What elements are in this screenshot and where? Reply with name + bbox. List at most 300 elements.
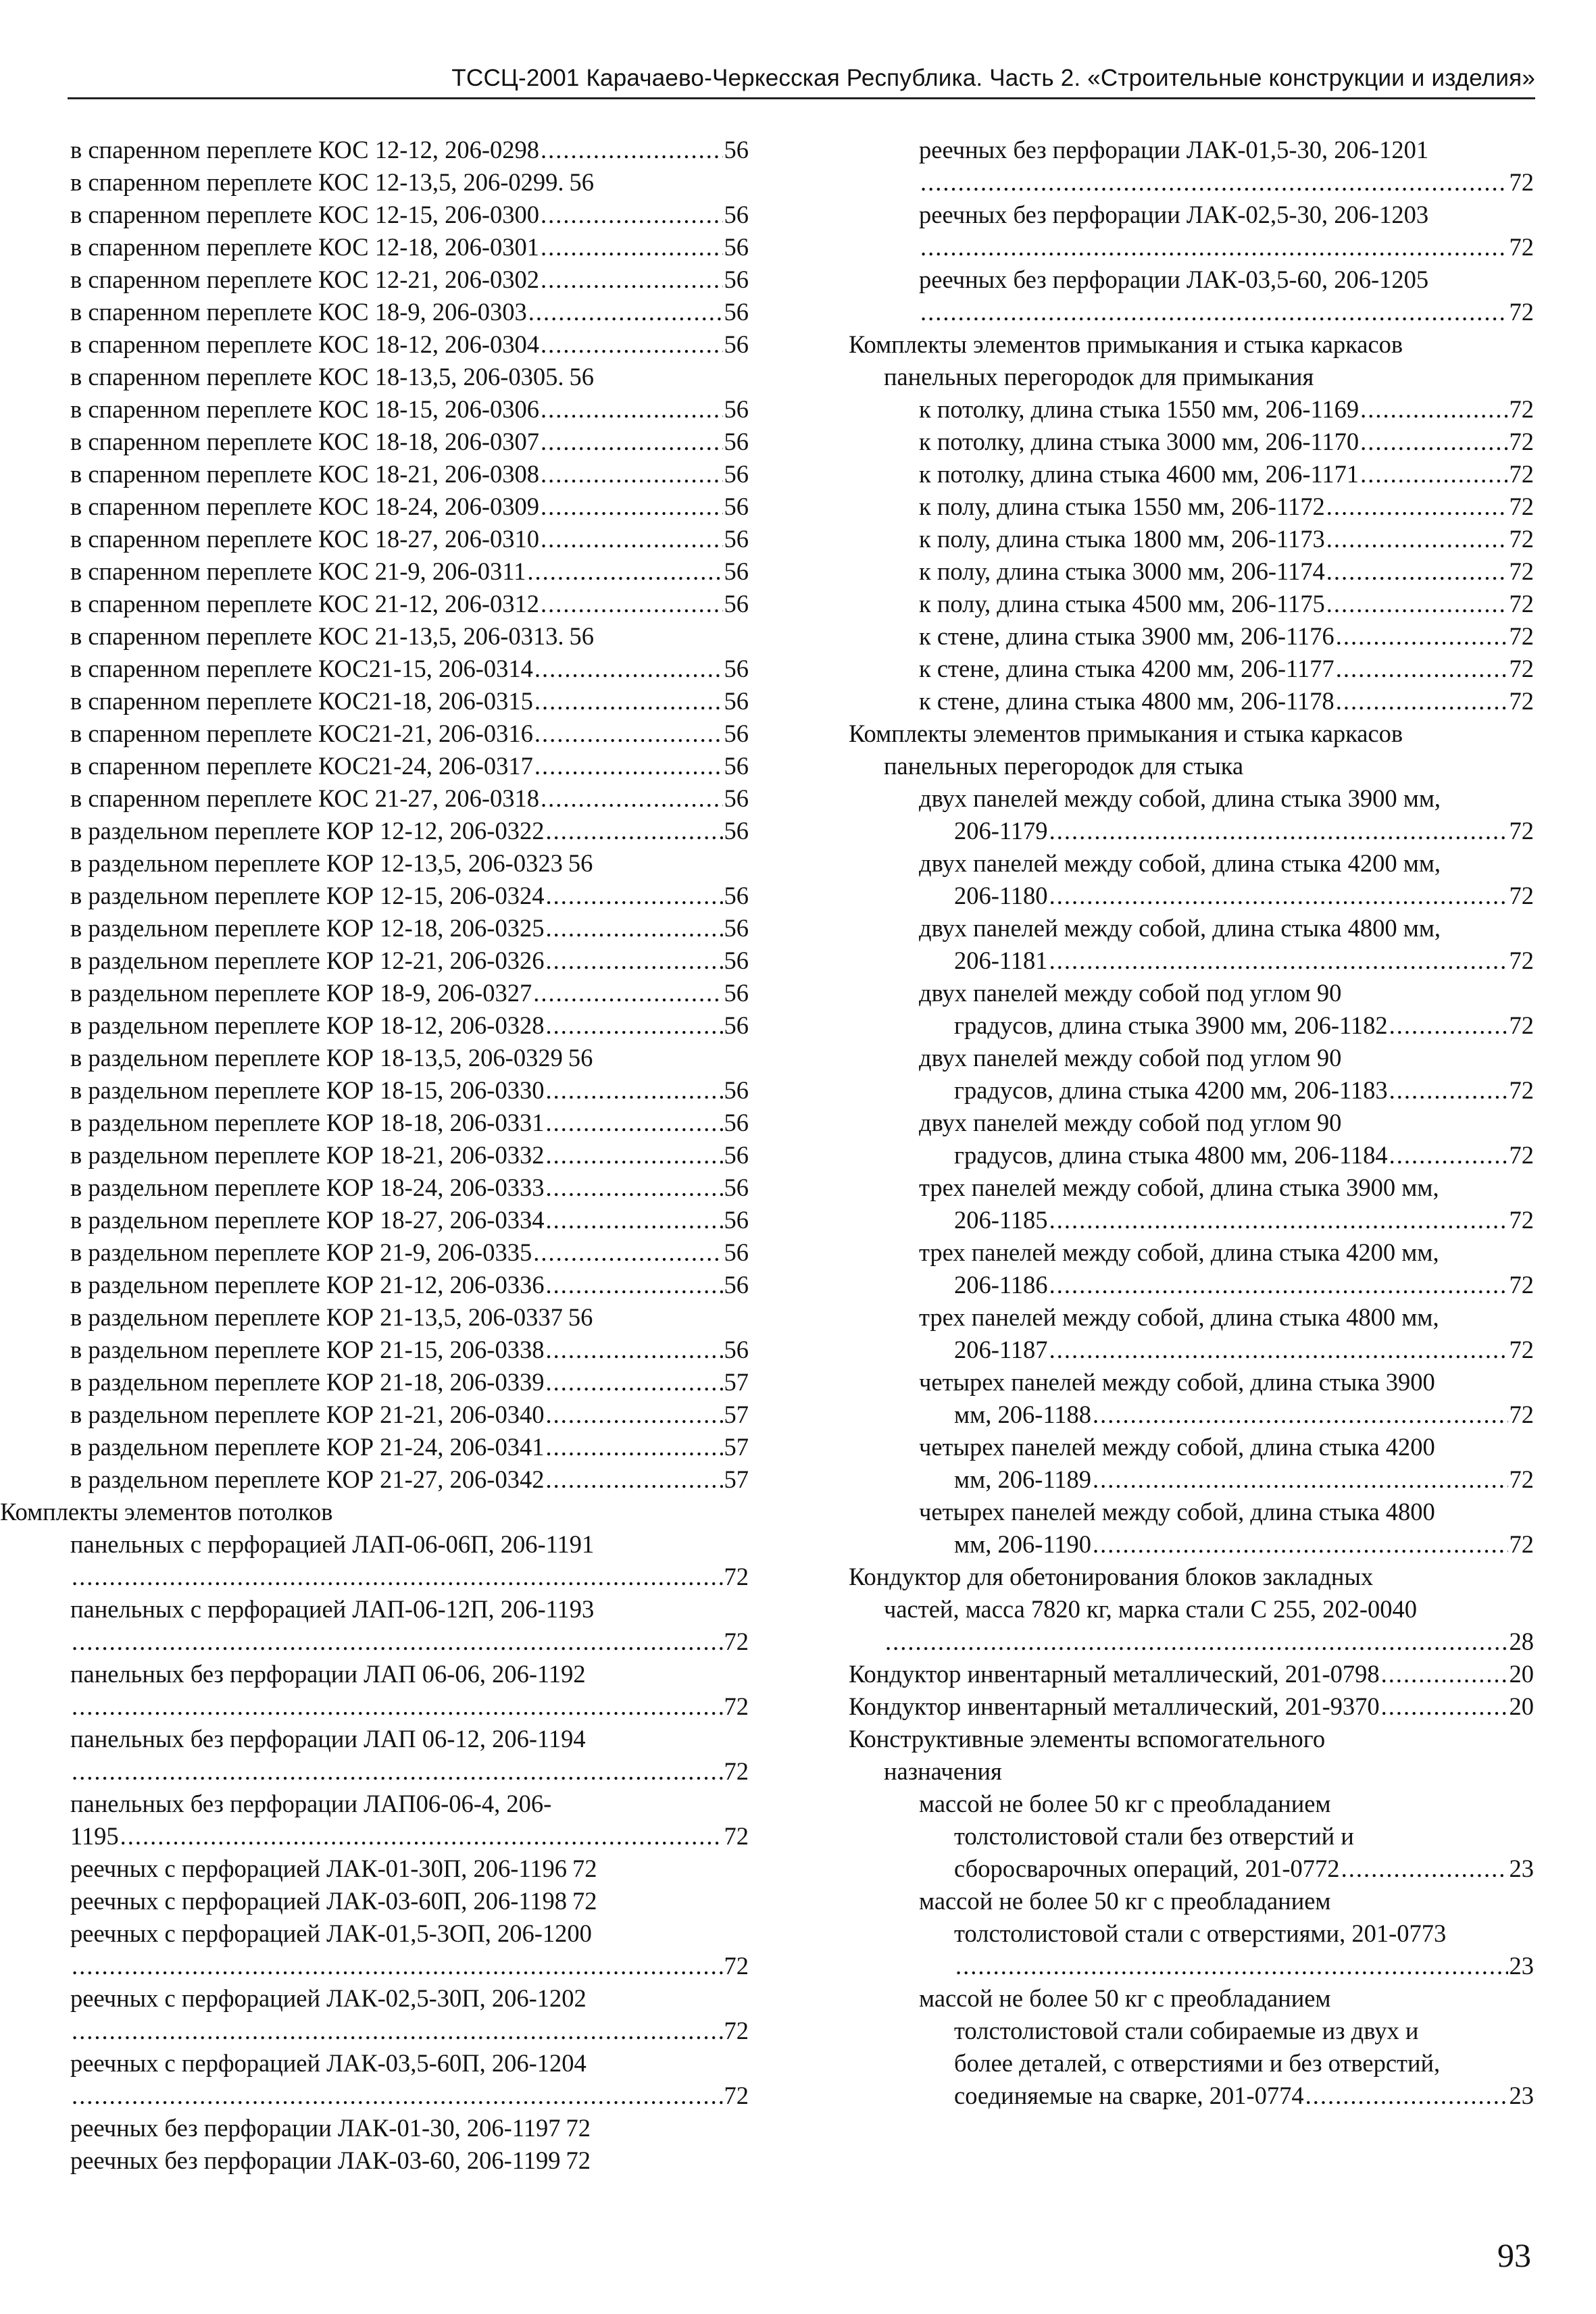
dot-leader xyxy=(1326,523,1508,555)
entry-text: реечных с перфорацией ЛАК-03-60П, 206-1198 xyxy=(70,1887,568,1915)
dot-leader xyxy=(545,945,722,977)
entry-text: градусов, длина стыка 3900 мм, 206-1182 xyxy=(954,1011,1388,1039)
entry-text: Комплекты элементов примыкания и стыка каркасов xyxy=(849,330,1403,358)
entry-page-number: 56 xyxy=(724,428,749,455)
index-entry xyxy=(849,1723,1534,1755)
entry-page-number: 56 xyxy=(724,1206,749,1234)
index-entry xyxy=(0,458,749,491)
entry-text: в раздельном переплете КОР 18-18, 206-0331 xyxy=(70,1109,545,1136)
entry-text: двух панелей между собой, длина стыка 4800 мм, xyxy=(919,914,1441,942)
entry-page-number: 56 xyxy=(724,298,749,326)
entry-text: панельных без перфорации ЛАП 06-12, 206-1194 xyxy=(70,1725,586,1753)
entry-text: в спаренном переплете КОС 18-18, 206-0307 xyxy=(70,428,540,455)
index-entry xyxy=(0,2080,749,2112)
index-entry xyxy=(0,328,749,361)
entry-page-number: 72 xyxy=(724,1822,749,1850)
index-entry xyxy=(849,1172,1534,1204)
index-entry xyxy=(849,134,1534,166)
entry-text: к потолку, длина стыка 1550 мм, 206-1169 xyxy=(919,395,1360,423)
entry-text: в раздельном переплете КОР 21-27, 206-0342 xyxy=(70,1465,545,1493)
entry-text: в спаренном переплете КОС 21-13,5, 206-0313. xyxy=(70,622,564,650)
dot-leader xyxy=(545,1204,722,1236)
index-entry xyxy=(849,685,1534,718)
entry-text: соединяемые на сварке, 201-0774 xyxy=(954,2082,1304,2109)
dot-leader xyxy=(545,1463,722,1496)
dot-leader xyxy=(72,1755,723,1788)
index-entry xyxy=(0,2112,749,2144)
dot-leader xyxy=(545,912,722,945)
entry-text: в раздельном переплете КОР 18-9, 206-0327 xyxy=(70,979,532,1007)
entry-page-number: 56 xyxy=(724,752,749,780)
entry-text: в раздельном переплете КОР 21-15, 206-0338 xyxy=(70,1336,545,1363)
entry-page-number: 72 xyxy=(724,1952,749,1980)
index-entry xyxy=(0,1172,749,1204)
entry-text: толстолистовой стали с отверстиями, 201-0773 xyxy=(954,1919,1447,1947)
entry-page-number: 56 xyxy=(724,136,749,164)
entry-page-number: 56 xyxy=(724,1011,749,1039)
dot-leader xyxy=(533,977,722,1009)
index-entry xyxy=(849,1334,1534,1366)
entry-page-number: 72 xyxy=(1509,882,1534,909)
entry-page-number: 56 xyxy=(724,655,749,682)
entry-text: двух панелей между собой под углом 90 xyxy=(919,1044,1342,1072)
index-entry xyxy=(0,977,749,1009)
index-entry xyxy=(0,1723,749,1755)
entry-text: реечных без перфорации ЛАК-03-60, 206-1199 xyxy=(70,2146,561,2174)
dot-leader xyxy=(1049,1204,1508,1236)
entry-text: в спаренном переплете КОС 12-21, 206-0302 xyxy=(70,266,540,293)
index-entry xyxy=(0,1885,749,1917)
entry-page-number: 56 xyxy=(569,622,595,650)
entry-text: более деталей, с отверстиями и без отверстий, xyxy=(954,2049,1441,2077)
index-entry xyxy=(0,523,749,555)
entry-text: в спаренном переплете КОС 21-12, 206-0312 xyxy=(70,590,540,618)
entry-text: панельных перегородок для стыка xyxy=(884,752,1244,780)
dot-leader xyxy=(72,1950,723,1982)
index-entry xyxy=(849,1301,1534,1334)
entry-page-number: 56 xyxy=(568,1044,593,1072)
entry-page-number: 56 xyxy=(724,979,749,1007)
index-entry xyxy=(0,263,749,296)
entry-page-number: 56 xyxy=(724,590,749,618)
dot-leader xyxy=(1336,685,1508,718)
entry-text: массой не более 50 кг с преобладанием xyxy=(919,1887,1331,1915)
index-entry xyxy=(849,523,1534,555)
dot-leader xyxy=(541,328,722,361)
entry-text: к стене, длина стыка 4800 мм, 206-1178 xyxy=(919,687,1335,715)
index-entry xyxy=(849,1788,1534,1820)
index-entry xyxy=(0,2015,749,2047)
dot-leader xyxy=(545,1366,722,1399)
entry-page-number: 72 xyxy=(566,2146,591,2174)
dot-leader xyxy=(545,1172,722,1204)
entry-page-number: 56 xyxy=(724,914,749,942)
entry-page-number: 56 xyxy=(568,1303,593,1331)
index-entry xyxy=(0,1690,749,1723)
entry-page-number: 56 xyxy=(724,784,749,812)
index-entry xyxy=(849,1755,1534,1788)
entry-page-number: 56 xyxy=(724,1109,749,1136)
entry-page-number: 72 xyxy=(724,1563,749,1590)
entry-page-number: 56 xyxy=(724,882,749,909)
entry-page-number: 57 xyxy=(724,1433,749,1461)
entry-text: в раздельном переплете КОР 21-12, 206-0336 xyxy=(70,1271,545,1299)
dot-leader xyxy=(120,1820,723,1853)
entry-page-number: 72 xyxy=(1509,493,1534,520)
entry-text: массой не более 50 кг с преобладанием xyxy=(919,1984,1331,2012)
entry-page-number: 56 xyxy=(724,493,749,520)
entry-page-number: 72 xyxy=(724,1692,749,1720)
entry-page-number: 56 xyxy=(569,168,595,196)
index-entry xyxy=(0,1366,749,1399)
entry-page-number: 56 xyxy=(724,1174,749,1201)
entry-text: в спаренном переплете КОС 21-27, 206-0318 xyxy=(70,784,540,812)
entry-page-number: 72 xyxy=(1509,428,1534,455)
entry-text: 206-1186 xyxy=(954,1271,1048,1299)
entry-page-number: 56 xyxy=(724,1238,749,1266)
index-entry xyxy=(849,263,1534,296)
index-entry xyxy=(0,653,749,685)
index-entry xyxy=(849,1366,1534,1399)
entry-text: градусов, длина стыка 4200 мм, 206-1183 xyxy=(954,1076,1388,1104)
dot-leader xyxy=(1389,1009,1508,1042)
dot-leader xyxy=(72,2015,723,2047)
entry-text: панельных с перфорацией ЛАП-06-12П, 206-1193 xyxy=(70,1595,595,1623)
entry-page-number: 72 xyxy=(1509,1206,1534,1234)
index-entry xyxy=(0,880,749,912)
dot-leader xyxy=(1049,815,1508,847)
entry-text: толстолистовой стали без отверстий и xyxy=(954,1822,1354,1850)
index-entry xyxy=(849,1204,1534,1236)
dot-leader xyxy=(541,263,722,296)
entry-text: в раздельном переплете КОР 21-18, 206-0339 xyxy=(70,1368,545,1396)
entry-page-number: 72 xyxy=(1509,395,1534,423)
entry-page-number: 72 xyxy=(1509,1530,1534,1558)
index-entry xyxy=(849,718,1534,750)
index-entry xyxy=(849,1885,1534,1917)
entry-page-number: 56 xyxy=(724,1271,749,1299)
entry-text: в спаренном переплете КОС 18-27, 206-0310 xyxy=(70,525,540,553)
index-entry xyxy=(849,328,1534,361)
entry-text: Комплекты элементов потолков xyxy=(0,1498,333,1526)
entry-text: в раздельном переплете КОР 18-12, 206-0328 xyxy=(70,1011,545,1039)
index-entry xyxy=(0,1496,749,1528)
entry-page-number: 72 xyxy=(572,1855,597,1882)
entry-page-number: 20 xyxy=(1509,1692,1534,1720)
entry-page-number: 28 xyxy=(1509,1628,1534,1655)
index-entry xyxy=(0,2047,749,2080)
index-entry xyxy=(0,166,749,199)
entry-page-number: 72 xyxy=(724,2082,749,2109)
entry-text: в спаренном переплете КОС 12-18, 206-0301 xyxy=(70,233,540,261)
entry-text: мм, 206-1188 xyxy=(954,1401,1091,1428)
index-entry xyxy=(0,1431,749,1463)
entry-page-number: 56 xyxy=(724,201,749,228)
entry-page-number: 72 xyxy=(1509,817,1534,845)
entry-page-number: 56 xyxy=(724,720,749,747)
entry-text: в раздельном переплете КОР 21-24, 206-0341 xyxy=(70,1433,545,1461)
entry-text: 1195 xyxy=(70,1822,119,1850)
entry-text: к полу, длина стыка 3000 мм, 206-1174 xyxy=(919,557,1325,585)
entry-text: Кондуктор для обетонирования блоков закладных xyxy=(849,1563,1374,1590)
index-entry xyxy=(849,1236,1534,1269)
entry-text: в спаренном переплете КОС 18-9, 206-0303 xyxy=(70,298,527,326)
index-entry xyxy=(0,588,749,620)
index-column-right xyxy=(849,134,1534,2112)
entry-text: реечных без перфорации ЛАК-03,5-60, 206-1205 xyxy=(919,266,1429,293)
dot-leader xyxy=(1360,426,1507,458)
index-entry xyxy=(0,912,749,945)
index-entry xyxy=(849,1107,1534,1139)
dot-leader xyxy=(545,1074,722,1107)
dot-leader xyxy=(545,1009,722,1042)
dot-leader xyxy=(541,458,722,491)
index-entry xyxy=(0,1399,749,1431)
entry-page-number: 56 xyxy=(724,460,749,488)
dot-leader xyxy=(885,1626,1508,1658)
entry-text: к стене, длина стыка 3900 мм, 206-1176 xyxy=(919,622,1335,650)
dot-leader xyxy=(1093,1528,1508,1561)
entry-text: в спаренном переплете КОС21-24, 206-0317 xyxy=(70,752,533,780)
dot-leader xyxy=(545,1334,722,1366)
dot-leader xyxy=(1381,1690,1508,1723)
index-entry xyxy=(849,1982,1534,2015)
dot-leader xyxy=(1341,1853,1508,1885)
index-entry xyxy=(849,555,1534,588)
dot-leader xyxy=(1326,555,1508,588)
entry-page-number: 56 xyxy=(724,687,749,715)
dot-leader xyxy=(1360,458,1507,491)
index-entry xyxy=(849,1399,1534,1431)
entry-text: 206-1179 xyxy=(954,817,1048,845)
dot-leader xyxy=(545,880,722,912)
dot-leader xyxy=(1360,393,1507,426)
entry-text: трех панелей между собой, длина стыка 3900 мм, xyxy=(919,1174,1439,1201)
entry-text: сборосварочных операций, 201-0772 xyxy=(954,1855,1340,1882)
index-entry xyxy=(0,718,749,750)
entry-text: в спаренном переплете КОС 21-9, 206-0311 xyxy=(70,557,526,585)
index-entry xyxy=(849,1626,1534,1658)
entry-page-number: 72 xyxy=(724,1757,749,1785)
index-entry xyxy=(849,458,1534,491)
index-entry xyxy=(849,1593,1534,1626)
entry-page-number: 72 xyxy=(1509,687,1534,715)
entry-page-number: 72 xyxy=(724,1628,749,1655)
entry-text: градусов, длина стыка 4800 мм, 206-1184 xyxy=(954,1141,1388,1169)
index-entry xyxy=(849,912,1534,945)
entry-page-number: 72 xyxy=(1509,557,1534,585)
entry-text: 206-1187 xyxy=(954,1336,1048,1363)
entry-text: в раздельном переплете КОР 12-15, 206-0324 xyxy=(70,882,545,909)
index-entry xyxy=(849,1269,1534,1301)
index-entry xyxy=(849,393,1534,426)
entry-page-number: 72 xyxy=(1509,168,1534,196)
index-entry xyxy=(0,1236,749,1269)
index-column-left xyxy=(0,134,749,2177)
index-entry xyxy=(0,361,749,393)
dot-leader xyxy=(545,1269,722,1301)
entry-text: 206-1185 xyxy=(954,1206,1048,1234)
dot-leader xyxy=(1389,1074,1508,1107)
dot-leader xyxy=(72,1561,723,1593)
index-entry xyxy=(0,1009,749,1042)
index-entry xyxy=(0,685,749,718)
index-entry xyxy=(849,588,1534,620)
dot-leader xyxy=(72,2080,723,2112)
entry-text: в раздельном переплете КОР 12-13,5, 206-0323 xyxy=(70,849,563,877)
entry-text: мм, 206-1189 xyxy=(954,1465,1091,1493)
dot-leader xyxy=(541,491,722,523)
entry-text: двух панелей между собой, длина стыка 3900 мм, xyxy=(919,784,1441,812)
index-entry xyxy=(849,1139,1534,1172)
entry-text: частей, масса 7820 кг, марка стали С 255, 202-0040 xyxy=(884,1595,1418,1623)
entry-page-number: 72 xyxy=(566,2114,591,2142)
entry-page-number: 72 xyxy=(1509,1076,1534,1104)
entry-page-number: 56 xyxy=(724,266,749,293)
entry-page-number: 20 xyxy=(1509,1660,1534,1688)
index-entry xyxy=(849,653,1534,685)
entry-page-number: 72 xyxy=(724,2017,749,2044)
entry-text: толстолистовой стали собираемые из двух и xyxy=(954,2017,1419,2044)
index-entry xyxy=(849,1042,1534,1074)
index-entry xyxy=(0,945,749,977)
index-entry xyxy=(849,1074,1534,1107)
entry-text: четырех панелей между собой, длина стыка 4200 xyxy=(919,1433,1435,1461)
dot-leader xyxy=(920,296,1508,328)
index-entry xyxy=(849,2047,1534,2080)
dot-leader xyxy=(920,166,1508,199)
entry-text: к потолку, длина стыка 3000 мм, 206-1170 xyxy=(919,428,1360,455)
index-entry xyxy=(0,1593,749,1626)
dot-leader xyxy=(1389,1139,1508,1172)
entry-page-number: 72 xyxy=(1509,233,1534,261)
index-entry xyxy=(849,1658,1534,1690)
index-entry xyxy=(849,1561,1534,1593)
entry-page-number: 56 xyxy=(724,1336,749,1363)
entry-page-number: 72 xyxy=(1509,1401,1534,1428)
dot-leader xyxy=(1049,880,1508,912)
entry-page-number: 72 xyxy=(1509,1141,1534,1169)
entry-text: в раздельном переплете КОР 18-27, 206-0334 xyxy=(70,1206,545,1234)
dot-leader xyxy=(541,523,722,555)
entry-page-number: 56 xyxy=(724,395,749,423)
entry-page-number: 56 xyxy=(724,330,749,358)
dot-leader xyxy=(545,815,722,847)
index-entry xyxy=(849,977,1534,1009)
dot-leader xyxy=(545,1399,722,1431)
entry-page-number: 72 xyxy=(1509,947,1534,974)
entry-page-number: 56 xyxy=(568,849,593,877)
entry-page-number: 56 xyxy=(724,817,749,845)
entry-text: в раздельном переплете КОР 12-18, 206-0325 xyxy=(70,914,545,942)
dot-leader xyxy=(1049,1269,1508,1301)
entry-text: двух панелей между собой под углом 90 xyxy=(919,1109,1342,1136)
index-entry xyxy=(849,2080,1534,2112)
entry-text: реечных без перфорации ЛАК-02,5-30, 206-1203 xyxy=(919,201,1429,228)
entry-text: в раздельном переплете КОР 12-21, 206-0326 xyxy=(70,947,545,974)
index-entry xyxy=(0,1334,749,1366)
entry-page-number: 72 xyxy=(1509,298,1534,326)
index-entry xyxy=(0,2144,749,2177)
dot-leader xyxy=(534,718,723,750)
entry-page-number: 23 xyxy=(1509,1952,1534,1980)
index-entry xyxy=(0,1626,749,1658)
entry-text: 206-1180 xyxy=(954,882,1048,909)
index-entry xyxy=(0,750,749,782)
dot-leader xyxy=(1326,491,1508,523)
index-entry xyxy=(0,847,749,880)
dot-leader xyxy=(528,296,723,328)
index-entry xyxy=(0,1528,749,1561)
entry-text: в спаренном переплете КОС21-15, 206-0314 xyxy=(70,655,533,682)
entry-page-number: 72 xyxy=(1509,1271,1534,1299)
index-entry xyxy=(849,1690,1534,1723)
index-entry xyxy=(849,231,1534,263)
entry-text: в раздельном переплете КОР 18-15, 206-0330 xyxy=(70,1076,545,1104)
index-entry xyxy=(849,880,1534,912)
entry-text: к потолку, длина стыка 4600 мм, 206-1171 xyxy=(919,460,1360,488)
entry-text: 206-1181 xyxy=(954,947,1048,974)
header-title: ТССЦ-2001 Карачаево-Черкесская Республика. Часть 2. «Строительные конструкции и изделия» xyxy=(451,65,1535,91)
index-entry xyxy=(849,166,1534,199)
dot-leader xyxy=(541,588,722,620)
dot-leader xyxy=(541,393,722,426)
entry-page-number: 56 xyxy=(724,1076,749,1104)
index-entry xyxy=(849,1950,1534,1982)
entry-page-number: 56 xyxy=(724,1141,749,1169)
entry-text: реечных без перфорации ЛАК-01,5-30, 206-1201 xyxy=(919,136,1429,164)
dot-leader xyxy=(72,1690,723,1723)
index-entry xyxy=(849,296,1534,328)
entry-page-number: 72 xyxy=(1509,1336,1534,1363)
dot-leader xyxy=(545,1139,722,1172)
index-entry xyxy=(0,1982,749,2015)
index-entry xyxy=(849,620,1534,653)
index-entry xyxy=(0,1107,749,1139)
entry-text: панельных перегородок для примыкания xyxy=(884,363,1314,391)
index-entry xyxy=(0,1950,749,1982)
dot-leader xyxy=(541,426,722,458)
index-entry xyxy=(0,620,749,653)
entry-text: в спаренном переплете КОС 18-24, 206-0309 xyxy=(70,493,540,520)
index-entry xyxy=(849,1431,1534,1463)
dot-leader xyxy=(1093,1463,1508,1496)
entry-page-number: 23 xyxy=(1509,1855,1534,1882)
entry-text: к полу, длина стыка 1800 мм, 206-1173 xyxy=(919,525,1325,553)
entry-page-number: 56 xyxy=(724,233,749,261)
entry-page-number: 57 xyxy=(724,1401,749,1428)
entry-text: в спаренном переплете КОС 12-15, 206-0300 xyxy=(70,201,540,228)
entry-text: в спаренном переплете КОС 18-13,5, 206-0305. xyxy=(70,363,564,391)
entry-text: двух панелей между собой под углом 90 xyxy=(919,979,1342,1007)
dot-leader xyxy=(1049,945,1508,977)
entry-text: Кондуктор инвентарный металлический, 201-9370 xyxy=(849,1692,1380,1720)
entry-text: Конструктивные элементы вспомогательного xyxy=(849,1725,1326,1753)
dot-leader xyxy=(1336,620,1508,653)
entry-text: Комплекты элементов примыкания и стыка каркасов xyxy=(849,720,1403,747)
entry-text: Кондуктор инвентарный металлический, 201-0798 xyxy=(849,1660,1380,1688)
entry-page-number: 72 xyxy=(1509,1011,1534,1039)
entry-text: в раздельном переплете КОР 21-9, 206-0335 xyxy=(70,1238,532,1266)
entry-text: мм, 206-1190 xyxy=(954,1530,1091,1558)
index-entry xyxy=(0,1269,749,1301)
dot-leader xyxy=(534,653,723,685)
index-entry xyxy=(849,1917,1534,1950)
index-entry xyxy=(0,782,749,815)
entry-page-number: 56 xyxy=(724,525,749,553)
dot-leader xyxy=(1305,2080,1508,2112)
index-entry xyxy=(0,1074,749,1107)
